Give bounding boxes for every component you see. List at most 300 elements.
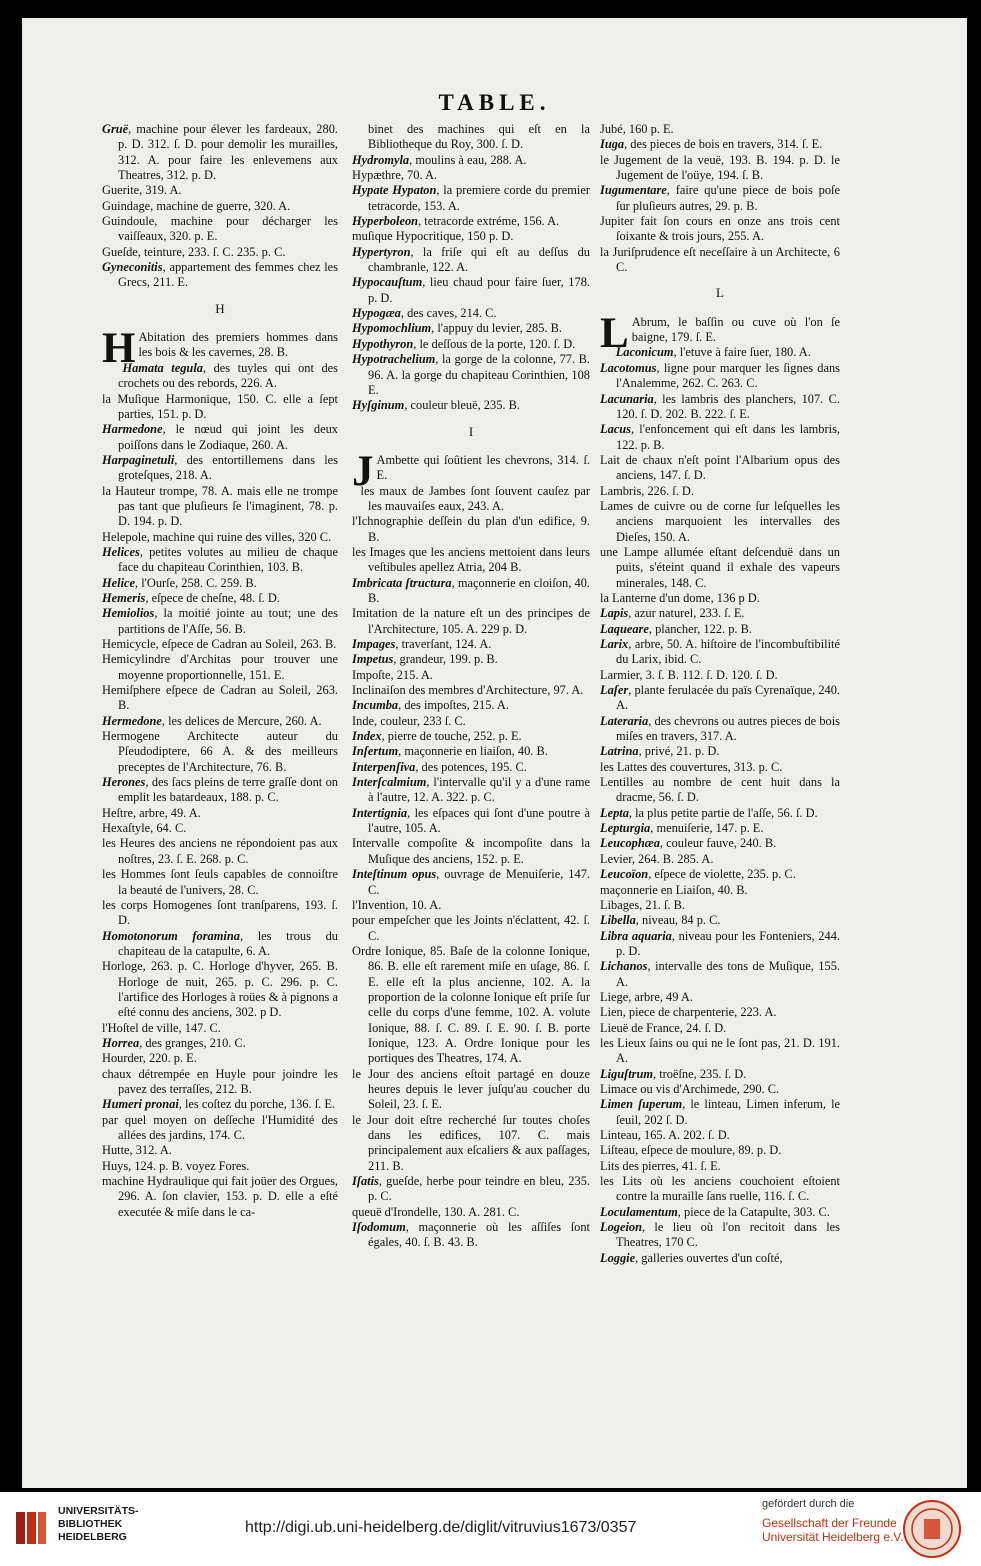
drop-cap: L (600, 309, 629, 357)
entry-text: la Muſique Harmonique, 150. C. elle a ſept parties, 151. p. D. (102, 391, 338, 421)
index-entry (352, 275, 590, 306)
index-entry (352, 229, 590, 244)
index-entry (600, 1251, 840, 1266)
index-entry (352, 698, 590, 713)
entry-text: une Lampe allumée eſtant deſcenduë dans un puits, s'éteint quand il exhale des vapeurs minerales, 148. C. (600, 544, 840, 590)
entry-term: Hemiolios (102, 606, 155, 621)
index-entry (600, 990, 840, 1005)
entry-text: , des chevrons ou autres pieces de bois miſes en travers, 317. A. (616, 713, 840, 744)
entry-term: Hyperboleon (352, 214, 419, 229)
index-entry (600, 545, 840, 591)
index-entry (102, 1067, 338, 1098)
entry-text: le Jugement de la veuë, 193. B. 194. p. D. le Jugement de l'oüye, 194. ſ. B. (600, 152, 840, 183)
entry-text: Lait de chaux n'eſt point l'Albarium opus des anciens, 147. ſ. D. (600, 452, 840, 483)
entry-text: , plante ferulacée du païs Cyrenaïque, 240. A. (616, 683, 840, 713)
entry-term: Hydromyla (352, 152, 410, 167)
entry-text: , ligne pour marquer les ſignes dans l'Analemme, 262. C. 263. C. (616, 360, 840, 391)
index-entry (600, 867, 840, 882)
entry-term: Gyneconitis (102, 260, 163, 275)
sponsor-line: Gesellschaft der Freunde (762, 1516, 897, 1530)
index-entry (600, 775, 840, 806)
entry-text: Lieuë de France, 24. ſ. D. (600, 1020, 727, 1035)
entry-term: Lacus (600, 422, 631, 437)
entry-text: , des potences, 195. C. (415, 759, 527, 774)
entry-text: Intervalle compoſite & incompoſite dans la Muſique des anciens, 152. p. E. (352, 836, 590, 866)
index-entry (352, 637, 590, 652)
entry-term: Liguſtrum (600, 1066, 654, 1081)
index-entry (600, 1097, 840, 1128)
index-entry (102, 714, 338, 729)
entry-text: , maçonnerie en liaiſon, 40. B. (398, 744, 548, 759)
index-entry (102, 245, 338, 260)
entry-text: , le deſſous de la porte, 120. ſ. D. (413, 336, 576, 351)
entry-term: Hypogæa (352, 306, 401, 321)
index-entry (600, 836, 840, 851)
index-entry (600, 1036, 840, 1067)
entry-text: par quel moyen on deſſeche l'Humidité des allées des jardins, 174. C. (102, 1112, 338, 1142)
index-entry (600, 760, 840, 775)
entry-text: Inde, couleur, 233 ſ. C. (352, 713, 466, 728)
entry-text: Ordre Ionique, 85. Baſe de la colonne Ionique, 86. B. elle eſt rarement miſe en uſage, 86. ſ. E. elle eſt la plus ancienne, 102. A. la proportion de la colonne Ionique eſt priſe ſur celle du corps d'une femme, 102. A. volute Ionique, 88. ſ. C. 89. ſ. E. 90. ſ. B. porte Ionique, 123. A. Ordre Ionique pour les portiques des Theatres, 174. A. (352, 943, 590, 1066)
index-entry (600, 245, 840, 276)
entry-term: Hyſginum (352, 398, 405, 413)
index-entry (102, 821, 338, 836)
index-entry (102, 1036, 338, 1051)
entry-term: Intertignia (352, 805, 408, 820)
index-entry (102, 775, 338, 806)
index-entry (102, 637, 338, 652)
entry-text: , la moitié jointe au tout; une des partitions de l'Aſſe, 56. B. (118, 606, 338, 636)
entry-term: Hypertyron (352, 244, 411, 259)
entry-text: , eſpece de violette, 235. p. C. (648, 867, 796, 882)
entry-text: , la premiere corde du premier tetracorde, 153. A. (368, 183, 590, 213)
index-entry (102, 1174, 338, 1220)
entry-term: Leucoïon (600, 867, 649, 882)
entry-term: Index (352, 729, 382, 744)
entry-term: Leucophæa (600, 836, 660, 851)
entry-text: , niveau pour les Fonteniers, 244. p. D. (616, 928, 840, 958)
index-entry (600, 1128, 840, 1143)
entry-text: , tetracorde extréme, 156. A. (418, 214, 560, 229)
index-entry (600, 1067, 840, 1082)
entry-term: Herones (102, 775, 146, 790)
index-entry (600, 122, 840, 137)
entry-text: , des tuyles qui ont des crochets ou des rebords, 226. A. (118, 360, 338, 391)
entry-text: maçonnerie en Liaiſon, 40. B. (600, 882, 748, 897)
entry-term: Harpaginetuli (102, 452, 175, 467)
entry-term: Hypocauſtum (352, 275, 423, 290)
entry-text: Liſteau, eſpece de moulure, 89. p. D. (600, 1143, 782, 1158)
index-entry (102, 1113, 338, 1144)
index-entry (352, 668, 590, 683)
index-entry (352, 321, 590, 336)
entry-text: , des caves, 214. C. (400, 306, 497, 321)
library-name (58, 1505, 139, 1544)
entry-text: Lames de cuivre ou de corne ſur leſquelles les anciens marquoient les intervalles des Dieſes, 150. A. (600, 498, 840, 544)
entry-term: Limen ſuperum (600, 1097, 683, 1112)
index-entry (352, 153, 590, 168)
entry-text: Guindoule, machine pour décharger les vaiſſeaux, 320. p. E. (102, 214, 338, 244)
index-entry (102, 867, 338, 898)
entry-text: , couleur bleuë, 235. B. (404, 398, 520, 413)
entry-text: les Hommes ſont ſeuls capables de connoiſtre la beauté de l'univers, 28. C. (102, 867, 338, 897)
index-entry (600, 453, 840, 484)
university-library-logo-icon (14, 1508, 48, 1548)
index-entry (352, 337, 590, 352)
entry-text: , les lambris des planchers, 107. C. 120. ſ. D. 202. B. 222. ſ. E. (616, 391, 840, 421)
entry-text: Lits des pierres, 41. ſ. E. (600, 1158, 721, 1173)
index-entry (600, 714, 840, 745)
entry-text: Hemicycle, eſpece de Cadran au Soleil, 263. B. (102, 637, 337, 651)
index-entry (352, 183, 590, 214)
index-entry (352, 683, 590, 698)
entry-text: , appartement des femmes chez les Grecs, 211. E. (118, 260, 338, 290)
entry-text: , piece de la Catapulte, 303. C. (677, 1204, 830, 1219)
entry-term: Iſatis (352, 1174, 379, 1189)
permalink-url[interactable]: http://digi.ub.uni-heidelberg.de/diglit/vitruvius1673/0357 (245, 1519, 637, 1536)
entry-term: Lacotomus (600, 360, 657, 375)
entry-text: Hutte, 312. A. (102, 1143, 172, 1158)
section-letter-heading: I (468, 423, 474, 439)
index-entry (102, 652, 338, 683)
index-entry (600, 591, 840, 606)
index-entry (600, 422, 840, 453)
index-entry (102, 591, 338, 606)
index-entry (102, 545, 338, 576)
entry-term: Helice (102, 575, 136, 590)
entry-text: , des pieces de bois en travers, 314. ſ. E. (624, 137, 823, 152)
entry-text: , petites volutes au milieu de chaque face du chapiteau Corinthien, 103. B. (118, 544, 338, 575)
index-entry (102, 392, 338, 423)
index-entry (352, 306, 590, 321)
index-entry (102, 361, 338, 392)
entry-text: Jupiter fait ſon cours en onze ans trois cent ſoixante & trois jours, 255. A. (600, 214, 840, 244)
entry-term: Helices (102, 544, 140, 559)
entry-term: Interpenſiva (352, 759, 416, 774)
index-entry (102, 1051, 338, 1066)
index-entry (600, 883, 840, 898)
index-entry (352, 714, 590, 729)
index-entry (600, 683, 840, 714)
entry-text: muſique Hypocritique, 150 p. D. (352, 229, 514, 244)
entry-text: Jubé, 160 p. E. (600, 122, 674, 136)
entry-term: Harmedone (102, 422, 163, 437)
index-entry (102, 836, 338, 867)
entry-text: , ouvrage de Menuiſerie, 147. C. (368, 867, 590, 897)
entry-text: , menuiſerie, 147. p. E. (650, 821, 764, 836)
entry-text: , eſpece de cheſne, 48. ſ. D. (145, 590, 280, 605)
entry-term: Horrea (102, 1035, 140, 1050)
entry-text: , faire qu'une piece de bois poſe ſur pluſieurs autres, 29. p. B. (616, 183, 840, 213)
entry-term: Iugumentare (600, 183, 667, 198)
entry-term: Inteſtinum opus (352, 867, 437, 882)
entry-text: Libages, 21. ſ. B. (600, 897, 686, 912)
entry-text: , machine pour élever les fardeaux, 280. p. D. 312. ſ. D. pour demolir les murailles, 312. A. pour faire les enlevemens aux Theatres, 312. p. D. (118, 122, 338, 183)
entry-text: , l'appuy du levier, 285. B. (431, 321, 562, 336)
index-entry (352, 168, 590, 183)
index-entry (352, 447, 590, 495)
index-column-2 (352, 122, 590, 1251)
entry-text: le Jour doit eſtre recherché ſur toutes choſes dans les edifices, 107. C. mais principalement aux eſcaliers & aux paſſages, 211. B. (352, 1112, 590, 1173)
entry-text: Horloge, 263. p. C. Horloge d'hyver, 265. B. Horloge de nuit, 265. p. C. 296. p. C. l'artifice des Horloges à roües & à pignons a eſté connu des anciens, 302. p D. (102, 959, 338, 1020)
index-entry (352, 352, 590, 398)
index-entry (600, 806, 840, 821)
entry-term: Impetus (352, 652, 394, 667)
entry-text: Ambette qui ſoûtient les chevrons, 314. ſ. E. (376, 452, 590, 483)
index-entry (352, 514, 590, 545)
index-entry (600, 1005, 840, 1020)
index-entry (102, 260, 338, 291)
entry-text: , des granges, 210. C. (139, 1035, 246, 1050)
library-name-line: BIBLIOTHEK (58, 1518, 123, 1530)
index-entry (102, 453, 338, 484)
index-entry (102, 530, 338, 545)
index-entry (352, 775, 590, 806)
index-entry (352, 944, 590, 1067)
index-entry (102, 576, 338, 591)
entry-text: les maux de Jambes ſont ſouvent cauſez par les mauvaiſes eaux, 243. A. (360, 483, 590, 513)
entry-term: Loggie (600, 1250, 636, 1265)
entry-text: Lambris, 226. ſ. D. (600, 483, 694, 498)
entry-text: les corps Homogenes ſont tranſparens, 193. ſ. D. (102, 897, 338, 928)
index-entry (600, 1174, 840, 1205)
index-entry (352, 898, 590, 913)
entry-text: , couleur fauve, 240. B. (659, 836, 777, 851)
entry-term: Hypomochlium (352, 321, 432, 336)
index-entry (600, 137, 840, 152)
entry-text: , les delices de Mercure, 260. A. (161, 713, 322, 728)
index-entry (600, 668, 840, 683)
index-entry (352, 1113, 590, 1174)
index-entry (600, 744, 840, 759)
index-entry (102, 199, 338, 214)
index-entry (352, 729, 590, 744)
index-entry (352, 1067, 590, 1113)
entry-text: Guerite, 319. A. (102, 183, 182, 198)
entry-text: , gueſde, herbe pour teindre en bleu, 235. p. C. (368, 1174, 590, 1204)
entry-text: Abrum, le baſſin ou cuve où l'on ſe baigne, 179. ſ. E. (631, 314, 840, 345)
entry-term: Hypothyron (352, 336, 414, 351)
entry-text: queuë d'Irondelle, 130. A. 281. C. (352, 1204, 520, 1219)
entry-text: , arbre, 50. A. hiſtoire de l'incombuſtibilité du Larix, ibid. C. (616, 637, 840, 667)
index-entry (600, 959, 840, 990)
index-entry (600, 606, 840, 621)
index-entry (600, 499, 840, 545)
entry-text: , grandeur, 199. p. B. (393, 652, 498, 667)
index-entry (352, 760, 590, 775)
entry-text: Guindage, machine de guerre, 320. A. (102, 198, 291, 213)
index-entry (600, 898, 840, 913)
entry-term: Inſertum (352, 744, 399, 759)
entry-text: les Lits où les anciens couchoient eſtoient contre la muraille ſans ruelle, 116. ſ. C. (600, 1174, 840, 1204)
index-entry (352, 913, 590, 944)
entry-text: les Lattes des couvertures, 313. p. C. (600, 759, 783, 774)
entry-text: la Lanterne d'un dome, 136 p D. (600, 590, 760, 605)
entry-text: la Juriſprudence eſt neceſſaire à un Architecte, 6 C. (600, 244, 840, 275)
entry-text: Helepole, machine qui ruine des villes, 320 C. (102, 529, 332, 544)
index-entry (102, 1159, 338, 1174)
entry-text: Liege, arbre, 49 A. (600, 989, 693, 1004)
index-entry (102, 806, 338, 821)
entry-term: Lapis (600, 606, 629, 621)
entry-term: Hamata tegula (122, 360, 203, 375)
sponsor-line: Universität Heidelberg e.V. (762, 1530, 904, 1544)
entry-text: l'Ichnographie deſſein du plan d'un edifice, 9. B. (352, 514, 590, 544)
index-entry (600, 183, 840, 214)
entry-text: l'Hoſtel de ville, 147. C. (102, 1020, 221, 1035)
entry-text: les Lieux ſains ou qui ne le ſont pas, 21. D. 191. A. (600, 1035, 840, 1066)
index-entry (352, 484, 590, 515)
index-entry (600, 214, 840, 245)
entry-text: , la plus petite partie de l'aſſe, 56. ſ. D. (628, 805, 818, 820)
entry-term: Laqueare (600, 621, 649, 636)
entry-term: Loculamentum (600, 1204, 678, 1219)
entry-term: Libella (600, 913, 636, 928)
entry-term: Gruë (102, 122, 129, 136)
index-column-3 (600, 122, 840, 1266)
entry-text: , la gorge de la colonne, 77. B. 96. A. la gorge du chapiteau Corinthien, 108 E. (368, 352, 590, 397)
entry-text: les Heures des anciens ne répondoient pas aux noſtres, 23. ſ. E. 268. p. C. (102, 836, 338, 866)
entry-text: Larmier, 3. ſ. B. 112. ſ. D. 120. ſ. D. (600, 667, 778, 682)
entry-term: Lacunaria (600, 391, 654, 406)
index-entry (600, 1205, 840, 1220)
entry-text: , troëſne, 235. ſ. D. (653, 1066, 747, 1081)
university-seal-icon (902, 1499, 962, 1559)
entry-term: Latrina (600, 744, 639, 759)
entry-text: , pierre de touche, 252. p. E. (381, 729, 522, 744)
index-entry (352, 606, 590, 637)
entry-text: , l'Ourſe, 258. C. 259. B. (135, 575, 257, 590)
entry-term: Hemeris (102, 590, 146, 605)
section-letter-heading: L (716, 285, 724, 301)
index-entry (352, 652, 590, 667)
entry-term: Impages (352, 637, 396, 651)
entry-text: Gueſde, teinture, 233. ſ. C. 235. p. C. (102, 244, 286, 259)
index-entry (352, 806, 590, 837)
index-entry (102, 959, 338, 1020)
index-entry (352, 836, 590, 867)
index-entry (102, 898, 338, 929)
index-entry (102, 1097, 338, 1112)
entry-text: , plancher, 122. p. B. (648, 621, 752, 636)
entry-term: Iſodomum (352, 1220, 406, 1235)
entry-text: Levier, 264. B. 285. A. (600, 851, 714, 866)
entry-text: , privé, 21. p. D. (638, 744, 720, 759)
entry-text: Limace ou vis d'Archimede, 290. C. (600, 1081, 780, 1096)
entry-text: les Images que les anciens mettoient dans leurs veſtibules apellez Atria, 204 B. (352, 544, 590, 575)
entry-term: Iuga (600, 137, 625, 152)
entry-text: , moulins à eau, 288. A. (409, 152, 527, 167)
entry-text: , galleries ouvertes d'un coſté, (635, 1250, 783, 1265)
entry-text: l'Invention, 10. A. (352, 897, 442, 912)
book-page (22, 18, 967, 1488)
library-name-line: UNIVERSITÄTS- (58, 1505, 139, 1517)
entry-text: , le lieu où l'on recitoit dans les Theatres, 170 C. (616, 1220, 840, 1250)
entry-text: Impoſte, 215. A. (352, 667, 433, 682)
entry-text: Hemicylindre d'Architas pour trouver une moyenne proportionnelle, 151. E. (102, 652, 338, 682)
entry-text: Imitation de la nature eſt un des principes de l'Architecture, 105. A. 229 p. D. (352, 606, 590, 636)
entry-text: Hexaſtyle, 64. C. (102, 821, 187, 836)
entry-term: Humeri pronai (102, 1097, 179, 1112)
section-letter-heading: H (215, 300, 225, 316)
entry-text: , des ſacs pleins de terre graſſe dont on emplit les batardeaux, 188. p. C. (118, 775, 338, 805)
entry-text: Linteau, 165. A. 202. ſ. D. (600, 1128, 730, 1142)
entry-text: , intervalle des tons de Muſique, 155. A. (616, 959, 840, 989)
index-entry (352, 1205, 590, 1220)
index-entry (600, 484, 840, 499)
index-entry (102, 183, 338, 198)
library-name-line: HEIDELBERG (58, 1531, 127, 1543)
index-entry (600, 392, 840, 423)
index-entry (600, 913, 840, 928)
entry-text: , niveau, 84 p. C. (635, 913, 721, 928)
entry-text: Abitation des premiers hommes dans les bois & les cavernes, 28. B. (138, 330, 338, 360)
index-entry (600, 852, 840, 867)
entry-term: Hypotrachelium (352, 352, 436, 367)
index-entry (352, 744, 590, 759)
index-entry (600, 1143, 840, 1158)
entry-text: Heſtre, arbre, 49. A. (102, 805, 201, 820)
entry-text: , les eſpaces qui ſont d'une poutre à l'autre, 105. A. (368, 805, 590, 836)
entry-term: Laconicum (615, 345, 674, 360)
entry-term: Hypate Hypaton (352, 183, 437, 198)
entry-text: Huys, 124. p. B. voyez Fores. (102, 1158, 250, 1173)
entry-text: Hemiſphere eſpece de Cadran au Soleil, 263. B. (102, 683, 338, 713)
index-entry (600, 622, 840, 637)
index-entry (600, 361, 840, 392)
index-entry (102, 1021, 338, 1036)
entry-term: Homotonorum foramina (102, 928, 240, 943)
index-entry (352, 1174, 590, 1205)
drop-cap: H (102, 325, 136, 373)
entry-text: , lieu chaud pour faire ſuer, 178. p. D. (368, 275, 590, 305)
index-entry (102, 1143, 338, 1158)
entry-term: Interſcalmium (352, 775, 427, 790)
index-entry (600, 1082, 840, 1097)
footer-bar (0, 1492, 981, 1566)
index-entry (600, 1220, 840, 1251)
entry-text: Hermogene Architecte auteur du Pſeudodiptere, 66 A. & des meilleurs preceptes de l'Architecture, 76. B. (102, 729, 338, 774)
index-entry (352, 867, 590, 898)
entry-text: Inclinaiſon des membres d'Architecture, 97. A. (352, 683, 584, 698)
entry-text: , traverſant, 124. A. (395, 637, 492, 651)
index-entry (600, 153, 840, 184)
entry-term: Laſer (600, 683, 629, 698)
entry-term: Lepturgia (600, 821, 651, 836)
index-entry (600, 345, 840, 360)
entry-term: Logeion (600, 1220, 642, 1235)
index-entry (102, 729, 338, 775)
index-entry (102, 929, 338, 960)
entry-text: Lien, piece de charpenterie, 223. A. (600, 1005, 777, 1020)
page-title: TABLE. (438, 90, 551, 115)
index-entry (102, 122, 338, 183)
drop-cap: J (352, 447, 374, 495)
index-entry (102, 484, 338, 530)
index-entry (102, 683, 338, 714)
index-entry (600, 637, 840, 668)
entry-text: , maçonnerie en cloiſon, 40. B. (368, 575, 590, 605)
index-entry (600, 1021, 840, 1036)
index-entry (102, 214, 338, 245)
entry-text: Hypæthre, 70. A. (352, 168, 438, 183)
entry-text: , maçonnerie où les aſſiſes ſont égales, 40. ſ. B. 43. B. (368, 1220, 590, 1250)
index-column-1 (102, 122, 338, 1220)
index-entry (600, 821, 840, 836)
entry-text: , l'intervalle qu'il y a d'une rame à l'autre, 12. A. 322. p. C. (368, 775, 590, 805)
index-entry (600, 929, 840, 960)
index-entry (352, 122, 590, 153)
